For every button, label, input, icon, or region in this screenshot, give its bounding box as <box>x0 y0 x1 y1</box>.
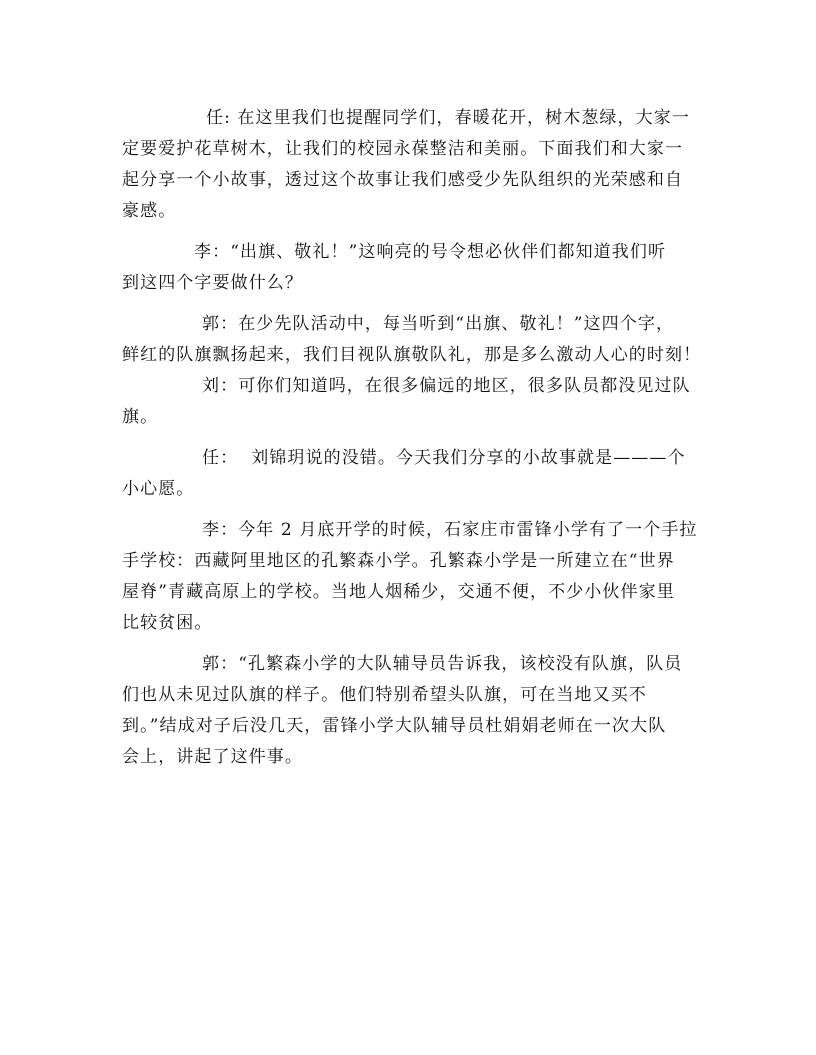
text-line: 会上，讲起了这件事。 <box>122 747 303 767</box>
text-line: 刘：可你们知道吗，在很多偏远的地区，很多队员都没见过队 <box>202 376 691 396</box>
text-line: 郭：“孔繁森小学的大队辅导员告诉我，该校没有队旗，队员 <box>202 654 683 674</box>
paragraph-ren-intro <box>122 103 700 227</box>
text-line: 任： 刘锦玥说的没错。今天我们分享的小故事就是———个 <box>202 448 686 468</box>
text-line: 豪感。 <box>122 201 177 221</box>
text-line: 郭：在少先队活动中，每当听到“出旗、敬礼！”这四个字， <box>202 314 675 334</box>
text-line: 旗。 <box>122 407 159 427</box>
text-line: 比较贫困。 <box>122 613 213 633</box>
paragraph-liu-remote <box>122 371 700 433</box>
paragraph-guo-counselor <box>122 649 700 773</box>
text-line: 起分享一个小故事，透过这个故事让我们感受少先队组织的光荣感和自 <box>122 170 684 190</box>
text-line: 屋脊”青藏高原上的学校。当地人烟稀少，交通不便，不少小伙伴家里 <box>122 582 675 602</box>
text-line: 到这四个字要做什么？ <box>122 273 303 293</box>
text-line: 任: 在这里我们也提醒同学们，春暖花开，树木葱绿，大家一 <box>206 108 690 128</box>
paragraph-ren-story <box>122 443 700 505</box>
paragraph-li-flag <box>122 237 700 299</box>
text-line: 们也从未见过队旗的样子。他们特别希望头队旗，可在当地又买不 <box>122 685 647 705</box>
paragraph-guo-activity <box>122 309 700 371</box>
text-line: 手学校：西藏阿里地区的孔繁森小学。孔繁森小学是一所建立在“世界 <box>122 551 675 571</box>
text-line: 李：“出旗、敬礼！”这响亮的号令想必伙伴们都知道我们听 <box>194 242 667 262</box>
text-line: 小心愿。 <box>122 479 195 499</box>
document-body <box>122 103 700 773</box>
text-line: 定要爱护花草树木，让我们的校园永葆整洁和美丽。下面我们和大家一 <box>122 139 684 159</box>
text-line: 李：今年 2 月底开学的时候，石家庄市雷锋小学有了一个手拉 <box>202 520 698 540</box>
text-line: 鲜红的队旗飘扬起来，我们目视队旗敬队礼，那是多么激动人心的时刻！ <box>122 345 702 365</box>
text-line: 到。”结成对子后没几天，雷锋小学大队辅导员杜娟娟老师在一次大队 <box>122 716 667 736</box>
paragraph-li-school <box>122 515 700 639</box>
